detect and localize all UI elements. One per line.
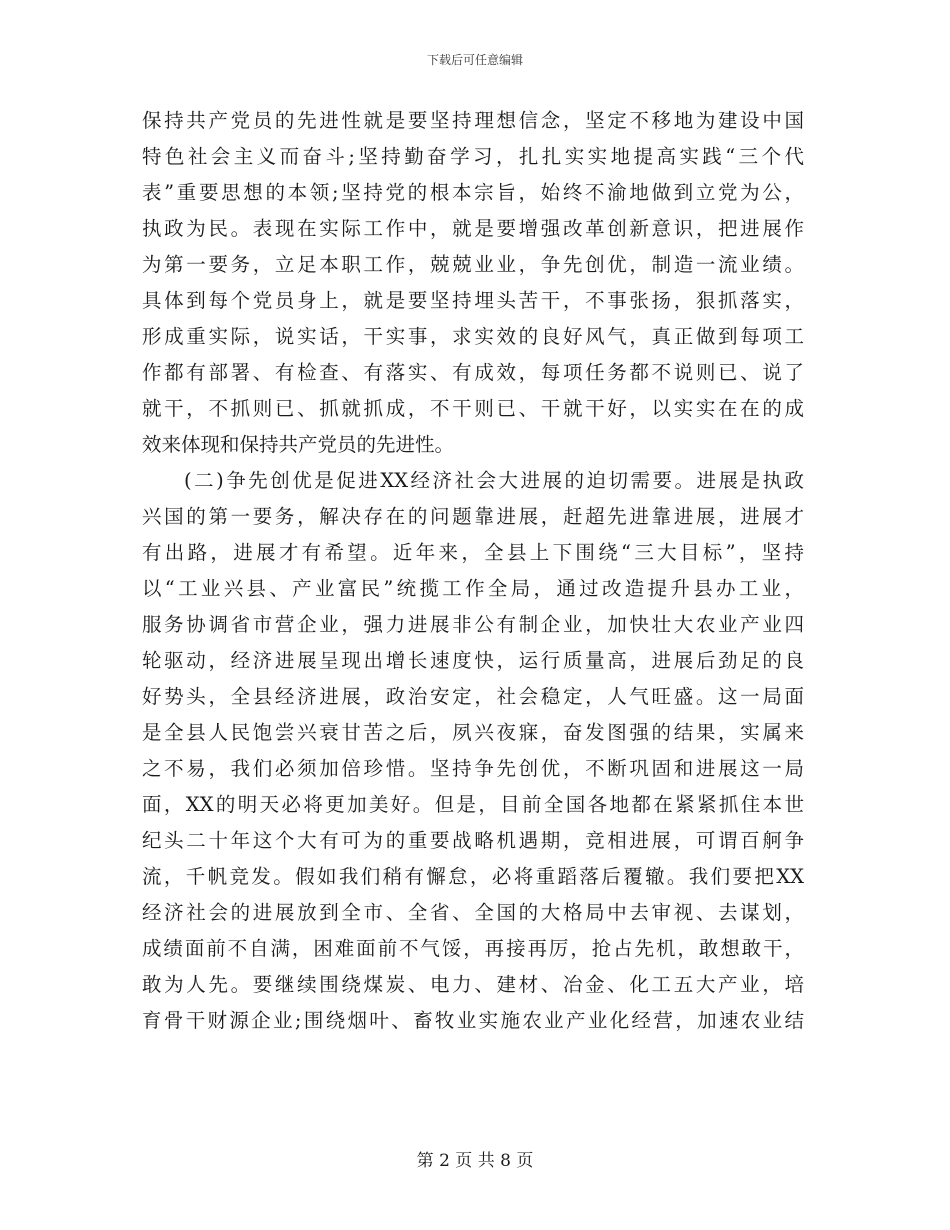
text-line: 是全县人民饱尝兴衰甘苦之后，夙兴夜寐，奋发图强的结果，实属来 <box>142 721 804 744</box>
text-line: 服务协调省市营企业，强力进展非公有制企业，加快壮大农业产业四 <box>142 613 804 636</box>
text-line: 兴国的第一要务，解决存在的问题靠进展，赶超先进靠进展，进展才 <box>142 505 804 528</box>
text-line: 敢为人先。要继续围绕煤炭、电力、建材、冶金、化工五大产业，培 <box>142 973 804 996</box>
text-line: 流，千帆竞发。假如我们稍有懈怠，必将重蹈落后覆辙。我们要把XX <box>142 865 804 888</box>
text-line: 具体到每个党员身上，就是要坚持埋头苦干，不事张扬，狠抓落实， <box>142 289 804 312</box>
text-line: 以“工业兴县、产业富民”统揽工作全局，通过改造提升县办工业， <box>142 577 804 600</box>
text-line: 经济社会的进展放到全市、全省、全国的大格局中去审视、去谋划， <box>142 901 804 924</box>
text-line: 纪头二十年这个大有可为的重要战略机遇期，竞相进展，可谓百舸争 <box>142 829 804 852</box>
text-line: 成绩面前不自满，困难面前不气馁，再接再厉，抢占先机，敢想敢干， <box>142 937 804 960</box>
text-line: (二)争先创优是促进XX经济社会大进展的迫切需要。进展是执政 <box>184 469 804 492</box>
page-number: 第 2 页 共 8 页 <box>416 1151 534 1171</box>
text-line: 有出路，进展才有希望。近年来，全县上下围绕“三大目标”，坚持 <box>142 541 804 564</box>
text-line: 之不易，我们必须加倍珍惜。坚持争先创优，不断巩固和进展这一局 <box>142 757 804 780</box>
text-line: 效来体现和保持共产党员的先进性。 <box>142 433 455 456</box>
text-line: 执政为民。表现在实际工作中，就是要增强改革创新意识，把进展作 <box>142 217 804 240</box>
text-line: 轮驱动，经济进展呈现出增长速度快，运行质量高，进展后劲足的良 <box>142 649 804 672</box>
text-line: 好势头，全县经济进展，政治安定，社会稳定，人气旺盛。这一局面 <box>142 685 804 708</box>
text-line: 面，XX的明天必将更加美好。但是，目前全国各地都在紧紧抓住本世 <box>142 793 804 816</box>
text-line: 就干，不抓则已、抓就抓成，不干则已、干就干好，以实实在在的成 <box>142 397 804 420</box>
text-line: 表”重要思想的本领;坚持党的根本宗旨，始终不渝地做到立党为公， <box>142 181 804 204</box>
document-body <box>142 103 804 1039</box>
text-line: 育骨干财源企业;围绕烟叶、畜牧业实施农业产业化经营，加速农业结 <box>142 1009 804 1032</box>
text-line: 作都有部署、有检查、有落实、有成效，每项任务都不说则已、说了 <box>142 361 804 384</box>
text-line: 特色社会主义而奋斗;坚持勤奋学习，扎扎实实地提高实践“三个代 <box>142 145 804 168</box>
page-header-note: 下载后可任意编辑 <box>426 53 523 67</box>
text-line: 形成重实际，说实话，干实事，求实效的良好风气，真正做到每项工 <box>142 325 804 348</box>
text-line: 为第一要务，立足本职工作，兢兢业业，争先创优，制造一流业绩。 <box>142 253 804 276</box>
text-line: 保持共产党员的先进性就是要坚持理想信念，坚定不移地为建设中国 <box>142 109 804 132</box>
